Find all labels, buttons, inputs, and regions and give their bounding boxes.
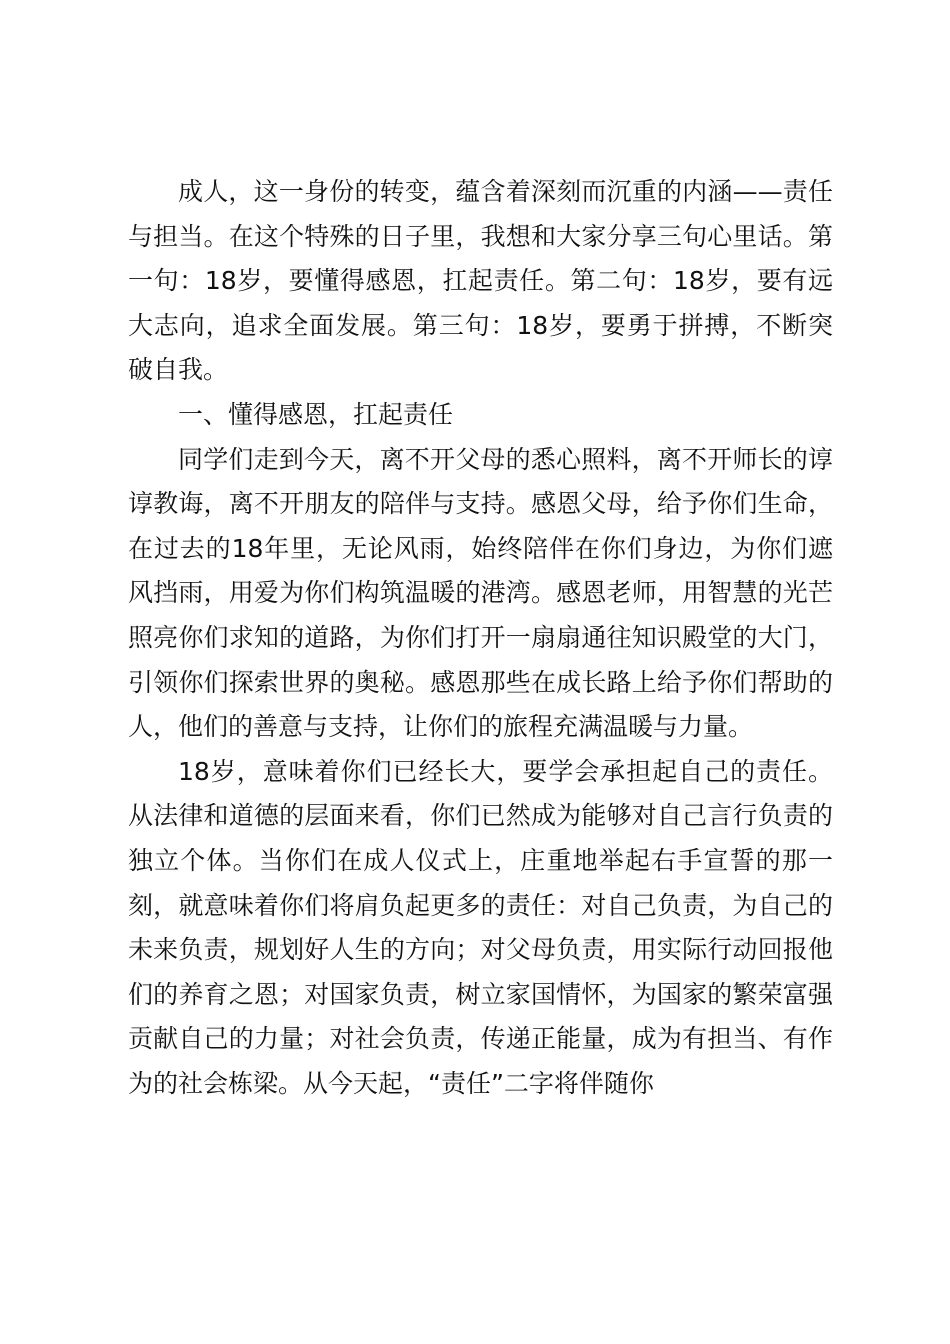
section-heading: 一、懂得感恩，扛起责任 bbox=[178, 399, 454, 429]
document-body bbox=[128, 170, 833, 1106]
responsibility-paragraph: 18岁，意味着你们已经长大，要学会承担起自己的责任。从法律和道德的层面来看，你们已然成为能够对自己言行负责的独立个体。当你们在成人仪式上，庄重地举起右手宣誓的那一刻，就意味着你们将肩负起更多的责任：对自己负责，为自己的未来负责，规划好人生的方向；对父母负责，用实际行动回报他们的养育之恩；对国家负责，树立家国情怀，为国家的繁荣富强贡献自己的力量；对社会负责，传递正能量，成为有担当、有作为的社会栋梁。从今天起，“责任”二字将伴随你 bbox=[128, 756, 833, 1098]
gratitude-paragraph: 同学们走到今天，离不开父母的悉心照料，离不开师长的谆谆教诲，离不开朋友的陪伴与支持。感恩父母，给予你们生命，在过去的18年里，无论风雨，始终陪伴在你们身边，为你们遮风挡雨，用爱为你们构筑温暖的港湾。感恩老师，用智慧的光芒照亮你们求知的道路，为你们打开一扇扇通往知识殿堂的大门，引领你们探索世界的奥秘。感恩那些在成长路上给予你们帮助的人，他们的善意与支持，让你们的旅程充满温暖与力量。 bbox=[128, 444, 833, 742]
intro-paragraph: 成人，这一身份的转变，蕴含着深刻而沉重的内涵——责任与担当。在这个特殊的日子里，我想和大家分享三句心里话。第一句：18岁，要懂得感恩，扛起责任。第二句：18岁，要有远大志向，追求全面发展。第三句：18岁，要勇于拼搏，不断突破自我。 bbox=[128, 177, 833, 385]
